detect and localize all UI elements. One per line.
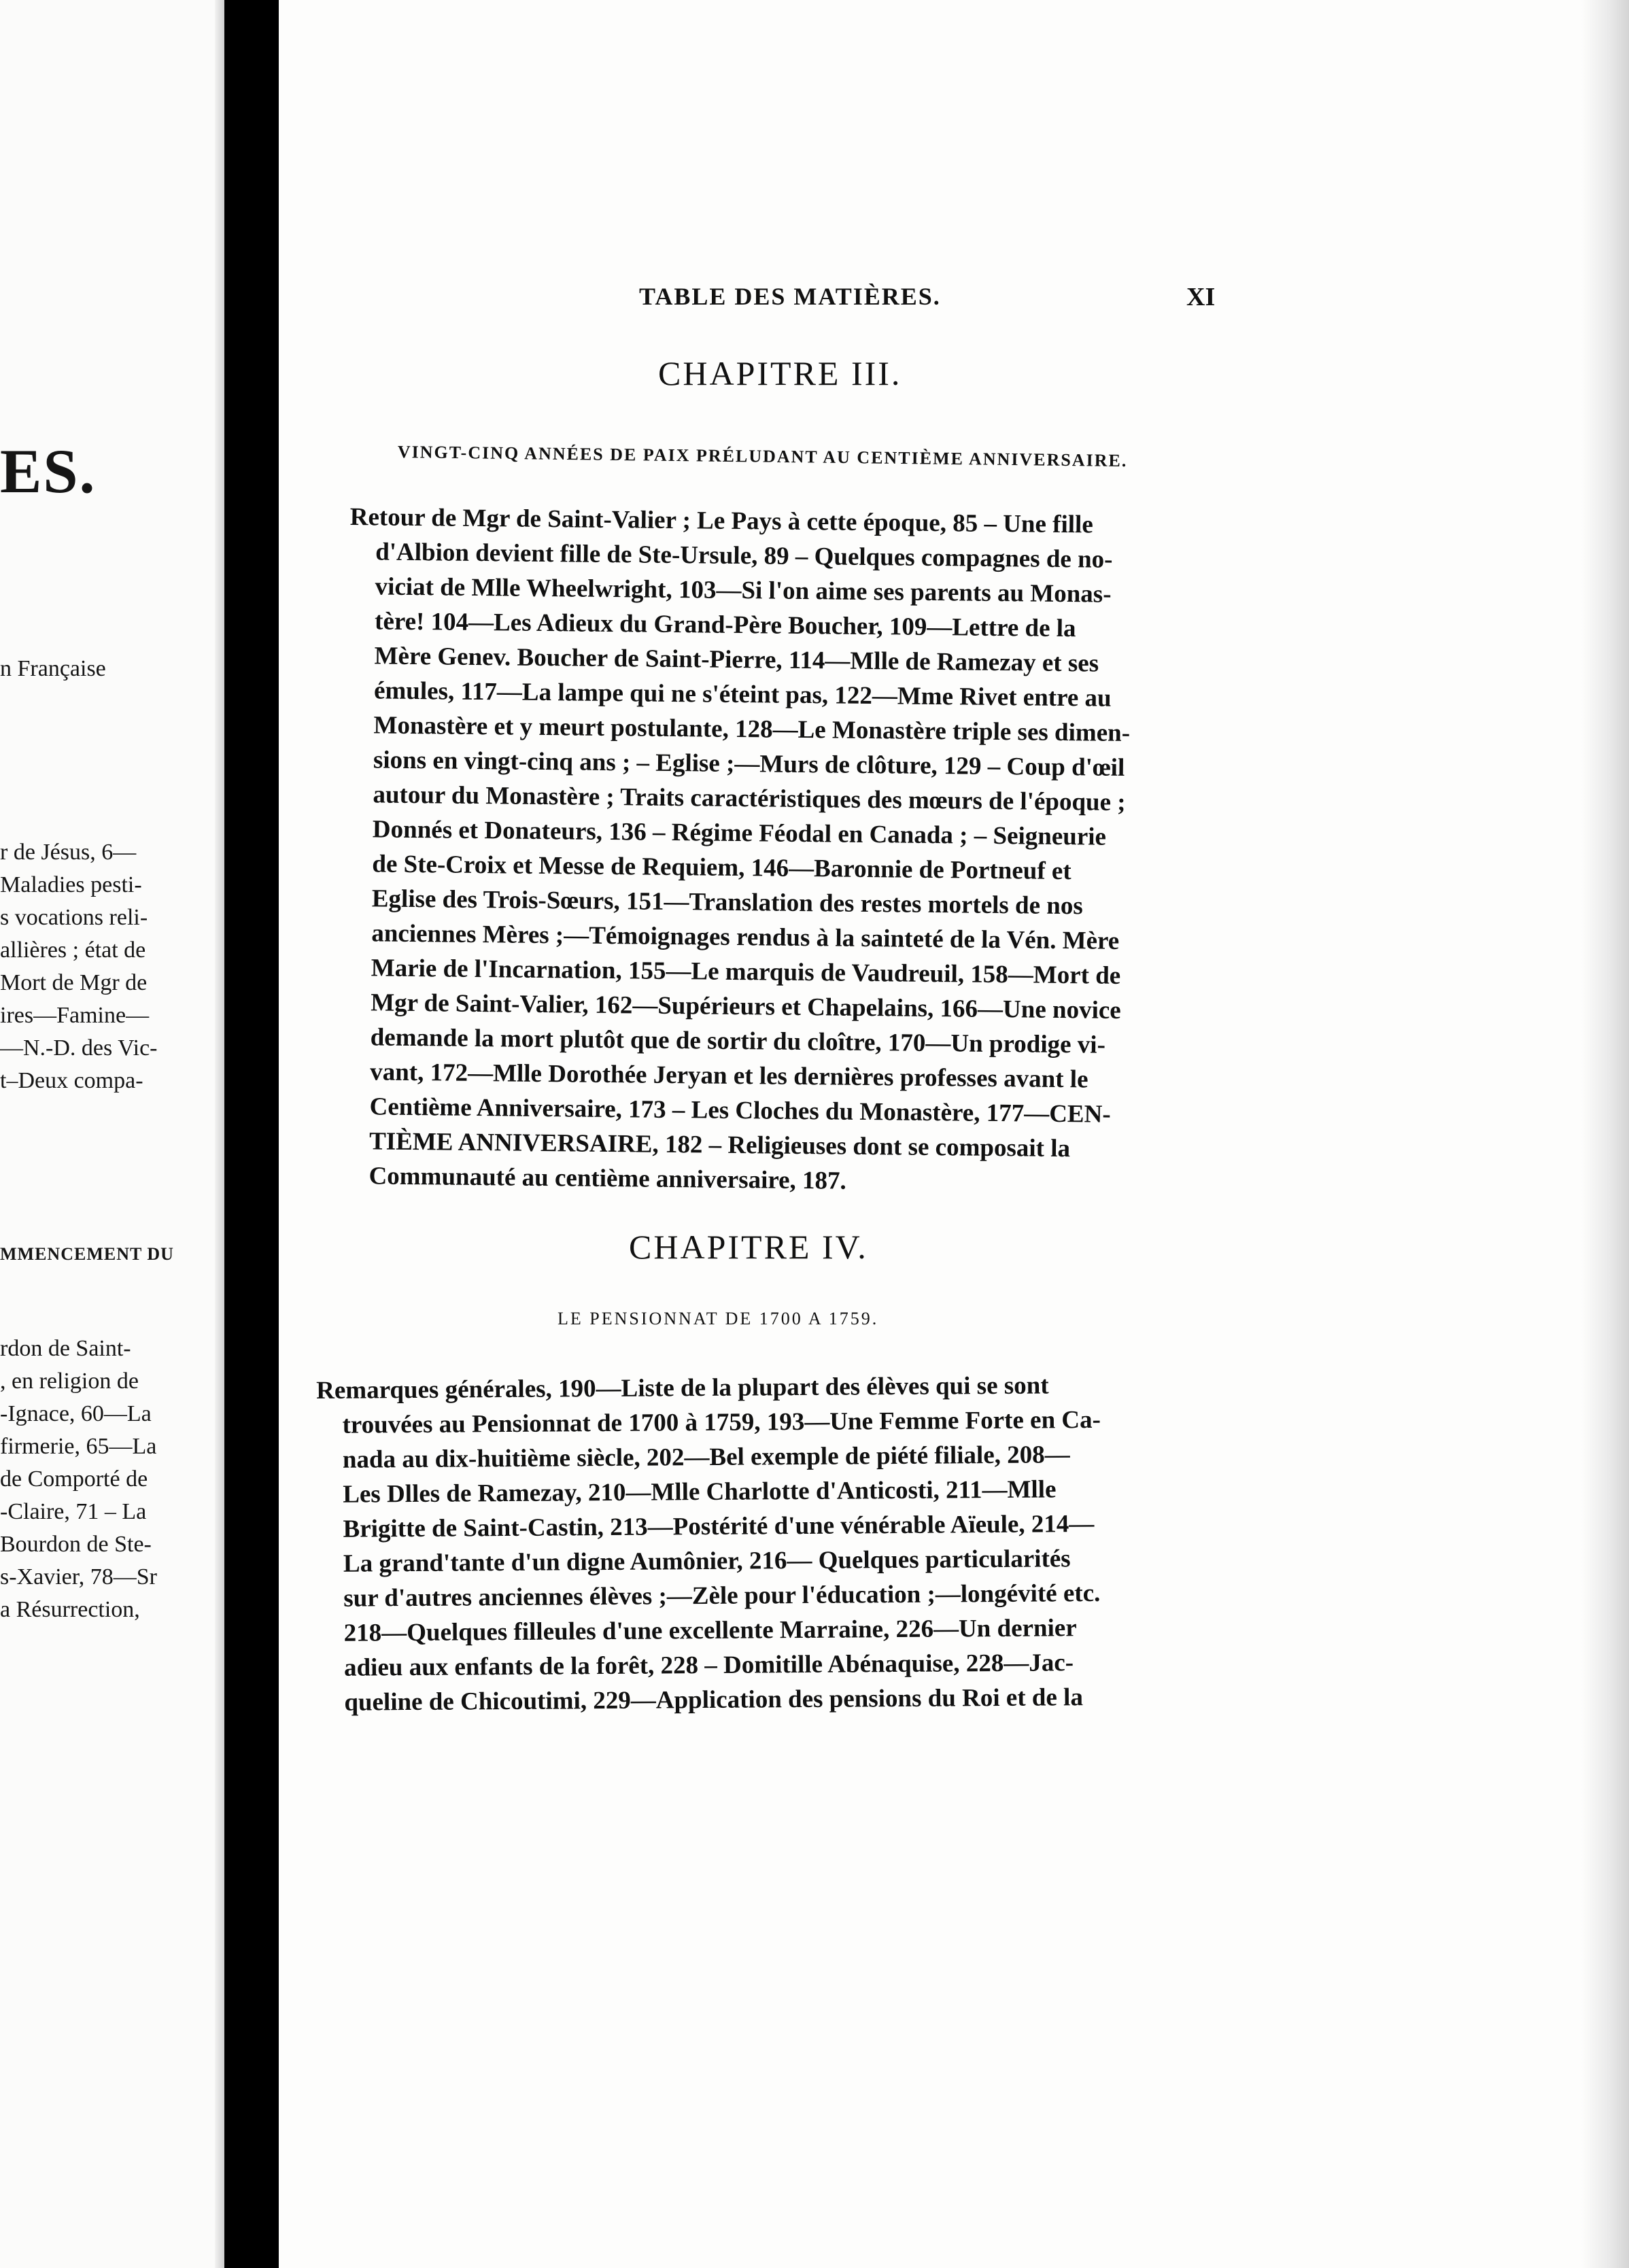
left-page-fragment: de Comporté de bbox=[0, 1466, 148, 1492]
contents-line: vant, 172—Mlle Dorothée Jeryan et les dernières professes avant le bbox=[369, 1058, 1088, 1094]
contents-line: viciat de Mlle Wheelwright, 103—Si l'on aime ses parents au Monas- bbox=[375, 572, 1112, 608]
left-page-fragment: s vocations reli- bbox=[0, 905, 148, 930]
contents-line: Centième Anniversaire, 173 – Les Cloches du Monastère, 177—CEN- bbox=[369, 1093, 1111, 1129]
contents-line: Eglise des Trois-Sœurs, 151—Translation des restes mortels de nos bbox=[371, 884, 1083, 921]
contents-line: autour du Monastère ; Traits caractéristiques des mœurs de l'époque ; bbox=[373, 780, 1126, 817]
chapter-3-subtitle: VINGT-CINQ ANNÉES DE PAIX PRÉLUDANT AU CENTIÈME ANNIVERSAIRE. bbox=[397, 442, 1128, 471]
contents-line: demande la mort plutôt que de sortir du cloître, 170—Un prodige vi- bbox=[370, 1023, 1106, 1059]
contents-line: Mère Genev. Boucher de Saint-Pierre, 114—Mlle de Ramezay et ses bbox=[374, 642, 1099, 678]
contents-line: 218—Quelques filleules d'une excellente Marraine, 226—Un dernier bbox=[343, 1614, 1077, 1647]
left-page-fragment: ES. bbox=[0, 436, 97, 506]
chapter-4-contents bbox=[316, 1368, 1103, 1720]
contents-line: Retour de Mgr de Saint-Valier ; Le Pays à cette époque, 85 – Une fille bbox=[349, 502, 1093, 539]
contents-line: Brigitte de Saint-Castin, 213—Postérité d'une vénérable Aïeule, 214— bbox=[343, 1510, 1095, 1543]
contents-line: sions en vingt-cinq ans ; – Eglise ;—Murs de clôture, 129 – Coup d'œil bbox=[373, 746, 1125, 782]
contents-line: queline de Chicoutimi, 229—Application des pensions du Roi et de la bbox=[344, 1683, 1084, 1717]
contents-line: adieu aux enfants de la forêt, 228 – Domitille Abénaquise, 228—Jac- bbox=[343, 1649, 1074, 1682]
contents-line: nada au dix-huitième siècle, 202—Bel exemple de piété filiale, 208— bbox=[342, 1441, 1070, 1474]
contents-line: La grand'tante d'un digne Aumônier, 216— Quelques particularités bbox=[343, 1545, 1071, 1578]
chapter-3-contents bbox=[343, 500, 1132, 1201]
left-page bbox=[0, 0, 224, 2268]
contents-line: trouvées au Pensionnat de 1700 à 1759, 193—Une Femme Forte en Ca- bbox=[342, 1405, 1101, 1439]
contents-line: de Ste-Croix et Messe de Requiem, 146—Baronnie de Portneuf et bbox=[372, 850, 1071, 886]
book-gutter bbox=[224, 0, 279, 2268]
left-page-fragment: firmerie, 65—La bbox=[0, 1434, 157, 1459]
left-page-fragment: Bourdon de Ste- bbox=[0, 1532, 152, 1557]
contents-line: Remarques générales, 190—Liste de la plupart des élèves qui se sont bbox=[316, 1371, 1049, 1405]
left-page-fragment: —N.-D. des Vic- bbox=[0, 1035, 158, 1061]
left-page-fragment: Maladies pesti- bbox=[0, 872, 142, 897]
contents-line: Monastère et y meurt postulante, 128—Le Monastère triple ses dimen- bbox=[373, 711, 1131, 748]
running-head-title: TABLE DES MATIÈRES. bbox=[639, 283, 941, 310]
left-page-fragment: rdon de Saint- bbox=[0, 1336, 131, 1361]
chapter-3-heading: CHAPITRE III. bbox=[658, 354, 902, 392]
left-page-fragment: allières ; état de bbox=[0, 938, 146, 963]
left-page-fragment: r de Jésus, 6— bbox=[0, 840, 137, 865]
contents-line: Mgr de Saint-Valier, 162—Supérieurs et Chapelains, 166—Une novice bbox=[371, 989, 1121, 1025]
left-page-fragment: -Claire, 71 – La bbox=[0, 1499, 147, 1524]
contents-line: Les Dlles de Ramezay, 210—Mlle Charlotte d'Anticosti, 211—Mlle bbox=[343, 1475, 1057, 1509]
left-page-fragment: Mort de Mgr de bbox=[0, 970, 148, 995]
contents-line: d'Albion devient fille de Ste-Ursule, 89 – Quelques compagnes de no- bbox=[375, 538, 1113, 574]
left-page-fragment: t–Deux compa- bbox=[0, 1068, 143, 1093]
chapter-4-subtitle: LE PENSIONNAT DE 1700 A 1759. bbox=[558, 1309, 879, 1328]
left-page-fragment: -Ignace, 60—La bbox=[0, 1401, 152, 1426]
contents-line: émules, 117—La lampe qui ne s'éteint pas, 122—Mme Rivet entre au bbox=[373, 676, 1112, 712]
contents-line: Communauté au centième anniversaire, 187. bbox=[368, 1162, 847, 1195]
contents-line: Donnés et Donateurs, 136 – Régime Féodal en Canada ; – Seigneurie bbox=[372, 815, 1107, 851]
chapter-4-heading: CHAPITRE IV. bbox=[629, 1228, 868, 1266]
left-page-fragment: MMENCEMENT DU bbox=[0, 1244, 174, 1264]
contents-line: TIÈME ANNIVERSAIRE, 182 – Religieuses dont se composait la bbox=[368, 1127, 1071, 1163]
left-page-fragment: ires—Famine— bbox=[0, 1003, 150, 1028]
contents-line: Marie de l'Incarnation, 155—Le marquis de Vaudreuil, 158—Mort de bbox=[371, 954, 1121, 990]
contents-line: sur d'autres anciennes élèves ;—Zèle pour l'éducation ;—longévité etc. bbox=[343, 1579, 1101, 1613]
page-edge-shadow bbox=[1581, 0, 1629, 2268]
left-page-fragment: n Française bbox=[0, 656, 106, 681]
page-number: XI bbox=[1186, 283, 1216, 311]
page-fold-shadow bbox=[215, 0, 224, 2268]
left-page-fragment: , en religion de bbox=[0, 1369, 139, 1394]
left-page-fragment: s-Xavier, 78—Sr bbox=[0, 1564, 157, 1590]
left-page-fragment: a Résurrection, bbox=[0, 1597, 140, 1622]
contents-line: tère! 104—Les Adieux du Grand-Père Boucher, 109—Lettre de la bbox=[374, 607, 1076, 643]
contents-line: anciennes Mères ;—Témoignages rendus à la sainteté de la Vén. Mère bbox=[371, 919, 1120, 955]
running-head bbox=[639, 282, 1319, 311]
